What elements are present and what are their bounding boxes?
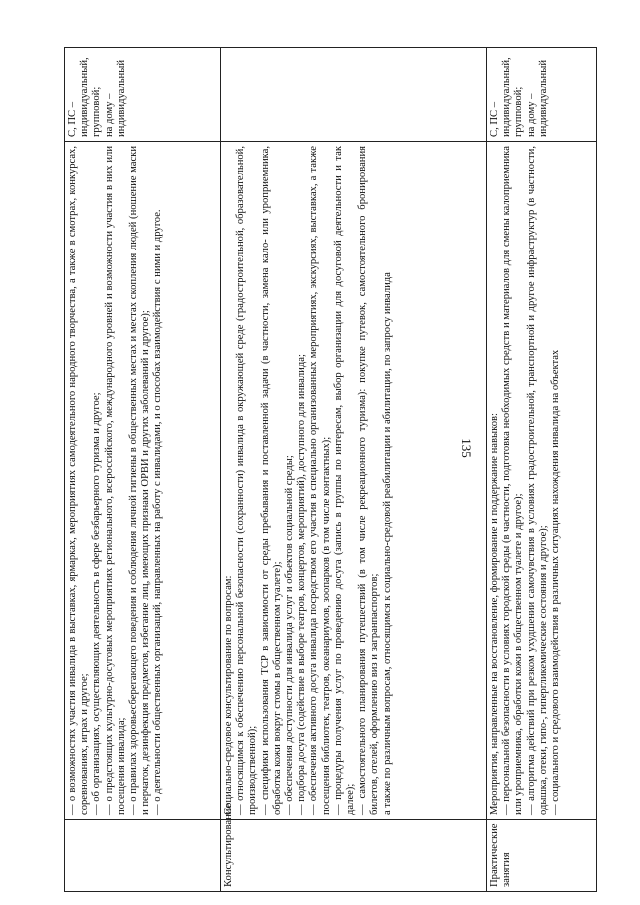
mode-line: индивидуальный: [537, 60, 549, 137]
form-cell: Консультирование: [221, 820, 487, 892]
content-line: а также по различным вопросам, относящимся к социально-средовой реабилитации и абилитации, по запросу инвалида: [381, 272, 393, 815]
page-number: 135: [459, 438, 474, 458]
table-row: [65, 48, 221, 892]
services-table: [64, 47, 597, 892]
content-line: Мероприятия, направленные на восстановление, формирование и поддержание навыков:: [489, 413, 500, 815]
form-cell: Практические занятия: [487, 820, 597, 892]
content-line: — обеспечения доступности для инвалида услуг и объектов социальной среды;: [284, 455, 296, 815]
content-line: — относящимся к обеспечению персональной безопасности (сохранности) инвалида в окружающей среде (градостроительной, образовательной, производственной);: [235, 146, 259, 815]
mode-line: на дому –: [103, 93, 115, 137]
content-line: — персональной безопасности в условиях городской среды (в частности, подготовка необходимых средств и материалов для смены калоприемника или уроприемника, обработки кожи в общественном туалете и другое);: [501, 146, 525, 815]
content-cell: [221, 142, 487, 820]
content-cell: [487, 142, 597, 820]
content-line: — о возможностях участия инвалида в выставках, ярмарках, мероприятиях самодеятельного народного творчества, а также в смотрах, конкурсах, соревнованиях, играх и другое;: [67, 146, 91, 815]
content-line: — о предстоящих культурно-досуговых мероприятиях регионального, всероссийского, международного уровней и возможности участия в них или посещения инвалида;: [103, 146, 127, 815]
mode-cell: [221, 48, 487, 142]
content-line: — социального и средового взаимодействия в различных ситуациях нахождения инвалида на объектах: [550, 349, 562, 815]
table-row: [487, 48, 597, 892]
content-line: — процедуры получения услуг по проведению досуга (запись в группы по интересам, выбор организации для досуговой деятельности и так далее);: [332, 146, 357, 815]
rotated-landscape-page: [64, 48, 596, 892]
content-line: Социально-средовое консультирование по вопросам:: [223, 575, 234, 815]
mode-line: на дому –: [525, 93, 537, 137]
mode-line: С, ПС –: [67, 101, 78, 137]
form-cell: [65, 820, 221, 892]
mode-line: С, ПС –: [489, 101, 500, 137]
mode-line: групповой;: [513, 86, 525, 137]
content-line: — самостоятельного планирования путешествий (в том числе рекреационного туризма): покупке путевок, самостоятельного бронирования билетов, отелей, оформлению виз и загранпаспортов;: [357, 146, 381, 815]
content-cell: [65, 142, 221, 820]
mode-line: индивидуальный,: [79, 57, 91, 137]
mode-line: индивидуальный,: [501, 57, 513, 137]
mode-line: индивидуальный: [115, 60, 127, 137]
content-line: — о правилах здоровьесберегающего поведения и соблюдения личной гигиены в общественных местах и местах скопления людей (ношение маски и перчаток, дезинфекция предметов, избегание лиц, имеющих признаки ОРВИ и других заболеваний и другое);: [128, 146, 152, 815]
content-line: — алгоритма действий при резком ухудшении самочувствия в условиях градостроительной, транспортной и другое инфраструктур (в частности, одышка, отеки, гипо-, гипергликемические состояния и другое);: [525, 146, 549, 815]
table-row: [221, 48, 487, 892]
mode-cell: [65, 48, 221, 142]
mode-cell: [487, 48, 597, 142]
mode-line: групповой;: [91, 86, 103, 137]
content-line: — о деятельности общественных организаций, направленных на работу с инвалидами, и о способах взаимодействия с ними и другое.: [152, 209, 164, 815]
content-line: — подбора досуга (содействие в выборе театров, концертов, мероприятий), доступного для инвалида;: [296, 354, 308, 815]
content-line: — обеспечения активного досуга инвалида посредством его участия в специально организованных мероприятиях, экскурсиях, выставках, а также посещения библиотек, театров, океанариумов, зоопарков (в том числе контактных);: [308, 146, 332, 815]
content-line: — об организациях, осуществляющих деятельность в сфере безбарьерного туризма и другое;: [91, 392, 103, 815]
content-line: — специфики использования ТСР в зависимости от среды пребывания и поставленной задачи (в частности, замена кало- или уроприемника, обработка кожи вокруг стомы в общественном туалете);: [259, 146, 283, 815]
